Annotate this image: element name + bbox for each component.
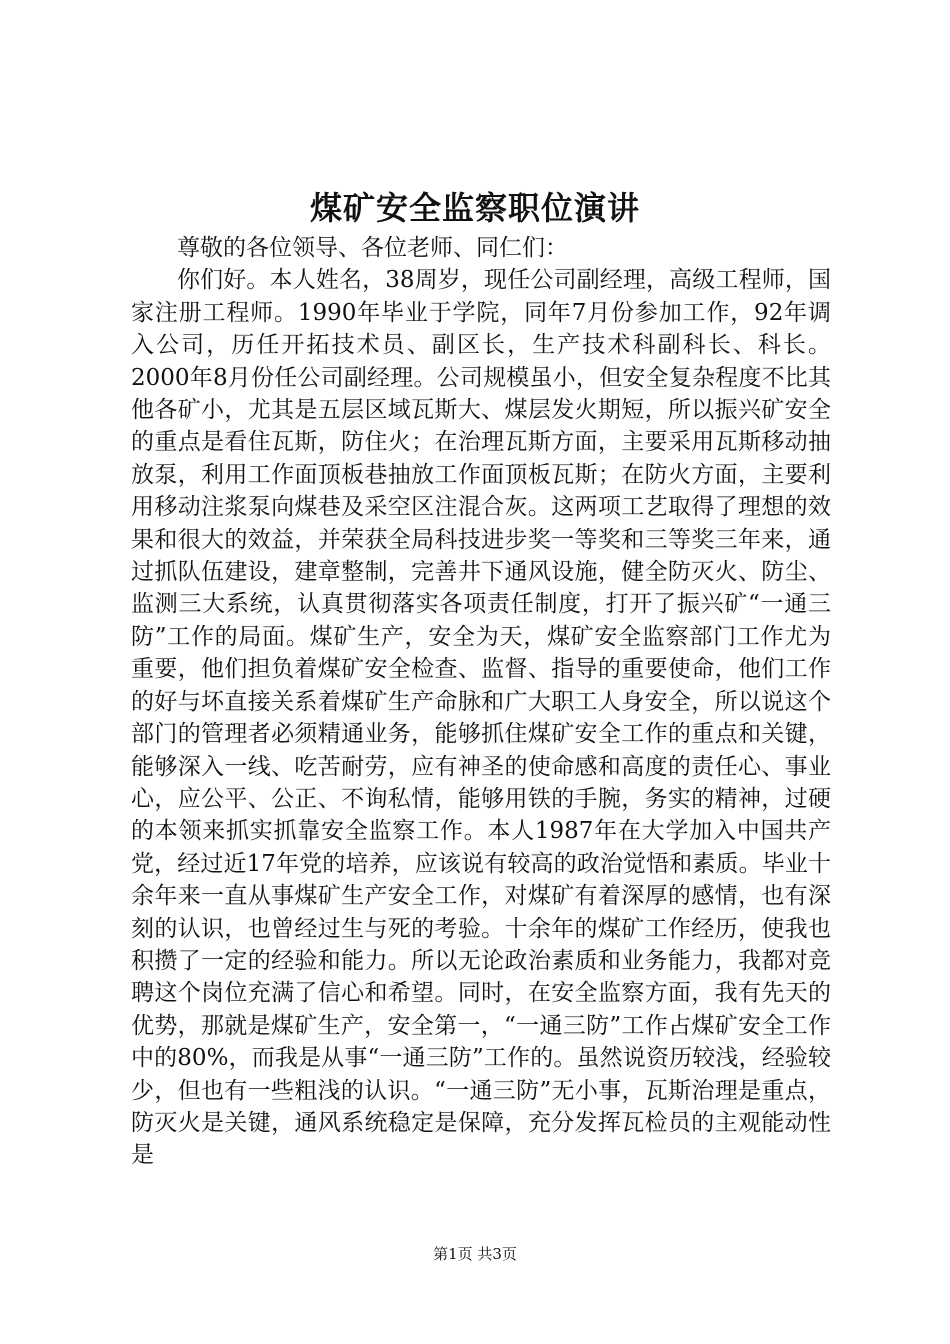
document-title: 煤矿安全监察职位演讲 xyxy=(309,189,640,227)
page-footer: 第1页 共3页 xyxy=(433,1245,517,1263)
document-body xyxy=(131,232,831,1172)
greeting-paragraph: 尊敬的各位领导、各位老师、同仁们： xyxy=(177,235,568,261)
body-paragraph: 你们好。本人姓名，38周岁，现任公司副经理，高级工程师，国家注册工程师。1990年毕业于学院，同年7月份参加工作，92年调入公司，历任开拓技术员、副区长，生产技术科副科长、科长。2000年8月份任公司副经理。公司规模虽小，但安全复杂程度不比其他各矿小，尤其是五层区域瓦斯大、煤层发火期短，所以振兴矿安全的重点是看住瓦斯，防住火；在治理瓦斯方面，主要采用瓦斯移动抽放泵，利用工作面顶板巷抽放工作面顶板瓦斯；在防火方面，主要利用移动注浆泵向煤巷及采空区注混合灰。这两项工艺取得了理想的效果和很大的效益，并荣获全局科技进步奖一等奖和三等奖三年来，通过抓队伍建设，建章整制，完善井下通风设施，健全防灭火、防尘、监测三大系统，认真贯彻落实各项责任制度，打开了振兴矿“一通三防”工作的局面。煤矿生产，安全为天，煤矿安全监察部门工作尤为重要，他们担负着煤矿安全检查、监督、指导的重要使命，他们工作的好与坏直接关系着煤矿生产命脉和广大职工人身安全，所以说这个部门的管理者必须精通业务，能够抓住煤矿安全工作的重点和关键，能够深入一线、吃苦耐劳，应有神圣的使命感和高度的责任心、事业心，应公平、公正、不询私情，能够用铁的手腕，务实的精神，过硬的本领来抓实抓靠安全监察工作。本人1987年在大学加入中国共产党，经过近17年党的培养，应该说有较高的政治觉悟和素质。毕业十余年来一直从事煤矿生产安全工作，对煤矿有着深厚的感情，也有深刻的认识，也曾经过生与死的考验。十余年的煤矿工作经历，使我也积攒了一定的经验和能力。所以无论政治素质和业务能力，我都对竞聘这个岗位充满了信心和希望。同时，在安全监察方面，我有先天的优势，那就是煤矿生产，安全第一，“一通三防”工作占煤矿安全工作中的80%，而我是从事“一通三防”工作的。虽然说资历较浅，经验较少，但也有一些粗浅的认识。“一通三防”无小事，瓦斯治理是重点，防灭火是关键，通风系统稳定是保障，充分发挥瓦检员的主观能动性是 xyxy=(131,267,831,1169)
